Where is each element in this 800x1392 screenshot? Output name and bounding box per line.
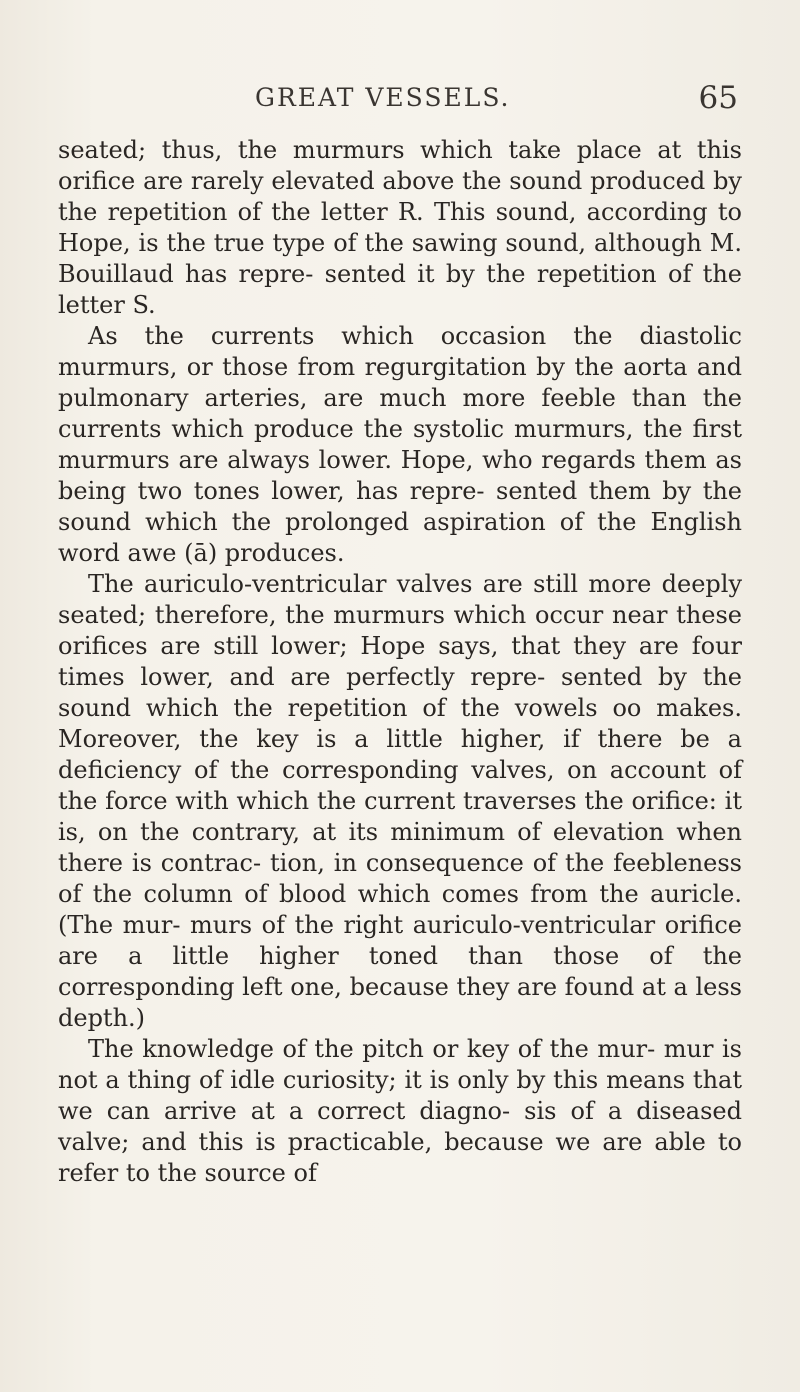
running-head: [60, 78, 740, 118]
paragraph-3: The auriculo-ventricular valves are still more deeply seated; therefore, the murmurs which occur near these orifices are still lower; Hope says, that they are four times lower, and are perfectly repre- sented by the sound which the repetition of the vowels oo makes. Moreover, the key is a little higher, if there be a deficiency of the corresponding valves, on account of the force with which the current traverses the orifice: it is, on the contrary, at its minimum of elevation when there is contrac- tion, in consequence of the feebleness of the column of blood which comes from the auricle. (The mur- murs of the right auriculo-ventricular orifice are a little higher toned than those of the corresponding left one, because they are found at a less depth.): [58, 570, 742, 1032]
paragraph-1: seated; thus, the murmurs which take place at this orifice are rarely elevated above the sound produced by the repetition of the letter R. This sound, according to Hope, is the true type of the sawing sound, although M. Bouillaud has repre- sented it by the repetition of the letter S.: [58, 136, 742, 319]
paragraph-2: As the currents which occasion the diastolic murmurs, or those from regurgitation by the aorta and pulmonary arteries, are much more feeble than the currents which produce the systolic murmurs, the first murmurs are always lower. Hope, who regards them as being two tones lower, has repre- sented them by the sound which the prolonged aspiration of the English word awe (ā) produces.: [58, 322, 742, 567]
body-text: [58, 135, 742, 1189]
paragraph-4: The knowledge of the pitch or key of the mur- mur is not a thing of idle curiosity; it is only by this means that we can arrive at a correct diagno- sis of a diseased valve; and this is practicable, because we are able to refer to the source of: [58, 1035, 742, 1187]
running-head-title: GREAT VESSELS.: [255, 83, 511, 112]
page-number: 65: [698, 80, 738, 116]
